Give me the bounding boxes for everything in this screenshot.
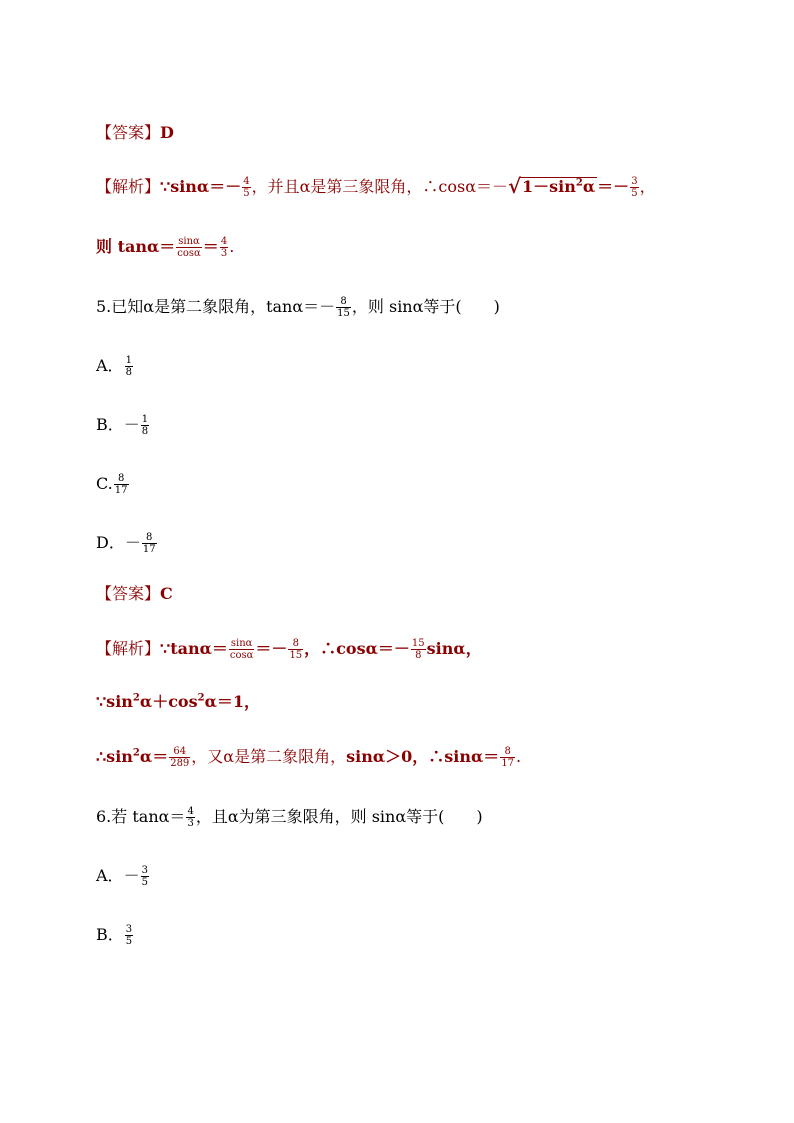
punctuation: .: [516, 747, 522, 766]
math-text: sinα，: [426, 639, 482, 658]
fraction: [242, 176, 250, 199]
fraction-numerator: 4: [220, 236, 228, 247]
math-text: α＝: [139, 747, 169, 766]
math-text: sinα＞0，∴sinα＝: [346, 747, 500, 766]
fraction: [141, 414, 149, 437]
text-segment: ，并且α是第三象限角，∴cosα＝－: [251, 177, 509, 196]
answer-label: 【答案】: [96, 123, 161, 142]
fraction: [114, 473, 129, 496]
answer-value: D: [160, 123, 174, 142]
fraction: [186, 806, 194, 829]
fraction-denominator: 3: [187, 818, 194, 829]
fraction: [176, 236, 202, 259]
math-text: ∵sin: [96, 692, 133, 711]
punctuation: .: [229, 237, 235, 256]
fraction-numerator: 3: [631, 176, 638, 187]
question-text: 5.已知α是第二象限角，tanα＝－: [96, 297, 336, 316]
option-label: B．: [96, 925, 124, 944]
fraction-denominator: 8: [141, 426, 149, 437]
exponent: 2: [132, 747, 140, 759]
math-text: ∴sin: [96, 747, 133, 766]
square-root: [508, 174, 597, 198]
fraction-numerator: 1: [141, 414, 149, 425]
fraction-denominator: 17: [114, 485, 128, 496]
fraction: [500, 746, 515, 769]
exponent: 2: [132, 692, 140, 704]
fraction-numerator: 1: [125, 355, 132, 366]
fraction-denominator: 3: [220, 248, 228, 259]
option-label: D．: [96, 533, 125, 552]
radicand-text: 1－sin: [522, 177, 576, 196]
q5-option-b[interactable]: [96, 414, 150, 437]
option-sign: －: [123, 415, 140, 434]
fraction-denominator: 289: [170, 758, 190, 769]
text-segment: ，又α是第二象限角，: [191, 747, 347, 766]
q4-answer-line: [96, 123, 174, 143]
option-label: C.: [96, 474, 113, 493]
option-sign: －: [123, 866, 140, 885]
radicand: [520, 177, 597, 196]
fraction: [141, 865, 149, 888]
fraction-denominator: 5: [141, 877, 148, 888]
analysis-label: 【解析】: [96, 177, 161, 196]
math-text: ＝－: [255, 639, 288, 658]
fraction-denominator: 15: [337, 308, 350, 319]
answer-value: C: [160, 584, 173, 603]
math-text: α＋cos: [139, 692, 198, 711]
fraction-denominator: 8: [125, 367, 132, 378]
q5-answer-line: [96, 584, 173, 604]
fraction-denominator: cosα: [177, 248, 201, 259]
question-text: ，则 sinα等于( ): [351, 297, 500, 316]
fraction-numerator: 8: [292, 638, 299, 649]
fraction-numerator: 4: [243, 176, 250, 187]
math-text: ∵tanα＝: [160, 639, 228, 658]
question-text: ，且α为第三象限角，则 sinα等于( ): [195, 807, 483, 826]
q4-analysis-line1: [96, 176, 656, 199]
punctuation: ，: [639, 177, 656, 196]
fraction-numerator: 8: [504, 746, 511, 757]
q5-option-a[interactable]: [96, 355, 134, 378]
fraction: [220, 236, 228, 259]
option-label: A．: [96, 866, 124, 885]
fraction-denominator: 15: [289, 650, 303, 661]
math-text: 则 tanα＝: [96, 237, 176, 256]
fraction-denominator: 17: [142, 544, 156, 555]
fraction-numerator: 3: [125, 924, 133, 935]
fraction-numerator: sinα: [178, 236, 200, 247]
analysis-label: 【解析】: [96, 639, 161, 658]
q5-option-d[interactable]: [96, 532, 158, 555]
fraction: [630, 176, 638, 199]
fraction-denominator: 5: [243, 188, 250, 199]
fraction: [125, 355, 133, 378]
fraction: [125, 924, 133, 947]
exponent: 2: [575, 177, 583, 189]
q5-stem: [96, 296, 500, 319]
fraction-numerator: 64: [173, 746, 187, 757]
fraction: [336, 296, 351, 319]
question-text: 6.若 tanα＝: [96, 807, 186, 826]
q4-analysis-line2: [96, 236, 234, 259]
fraction-denominator: 17: [501, 758, 515, 769]
exponent: 2: [197, 692, 205, 704]
math-text: ∵sinα＝－: [160, 177, 242, 196]
fraction-numerator: 8: [146, 532, 153, 543]
fraction-numerator: 3: [141, 865, 148, 876]
math-text: ，∴cosα＝－: [304, 639, 410, 658]
fraction-denominator: 8: [411, 649, 426, 661]
q6-option-a[interactable]: [96, 865, 150, 888]
fraction: [411, 638, 426, 661]
q5-analysis-line1: [96, 638, 482, 661]
fraction-numerator: 8: [117, 473, 125, 484]
fraction: [288, 638, 303, 661]
fraction: [142, 532, 157, 555]
option-label: B．: [96, 415, 124, 434]
fraction-denominator: 5: [631, 188, 638, 199]
q5-analysis-line2: [96, 692, 260, 712]
fraction-denominator: 5: [125, 936, 133, 947]
answer-label: 【答案】: [96, 584, 161, 603]
option-sign: －: [124, 533, 141, 552]
fraction-numerator: 4: [187, 806, 194, 817]
q6-option-b[interactable]: [96, 924, 134, 947]
q5-option-c[interactable]: [96, 473, 130, 496]
fraction-numerator: 8: [340, 296, 347, 307]
fraction-numerator: 15: [411, 638, 425, 649]
math-text: ＝－: [597, 177, 630, 196]
fraction: [169, 746, 190, 769]
fraction-denominator: cosα: [229, 650, 254, 661]
radicand-tail: α: [582, 177, 596, 196]
q5-analysis-line3: [96, 746, 521, 769]
option-label: A．: [96, 356, 124, 375]
math-text: ＝: [202, 237, 219, 256]
fraction-numerator: sinα: [230, 638, 253, 649]
math-text: α＝1，: [204, 692, 261, 711]
radical-sign: √: [508, 174, 522, 198]
q6-stem: [96, 806, 483, 829]
fraction: [229, 638, 255, 661]
